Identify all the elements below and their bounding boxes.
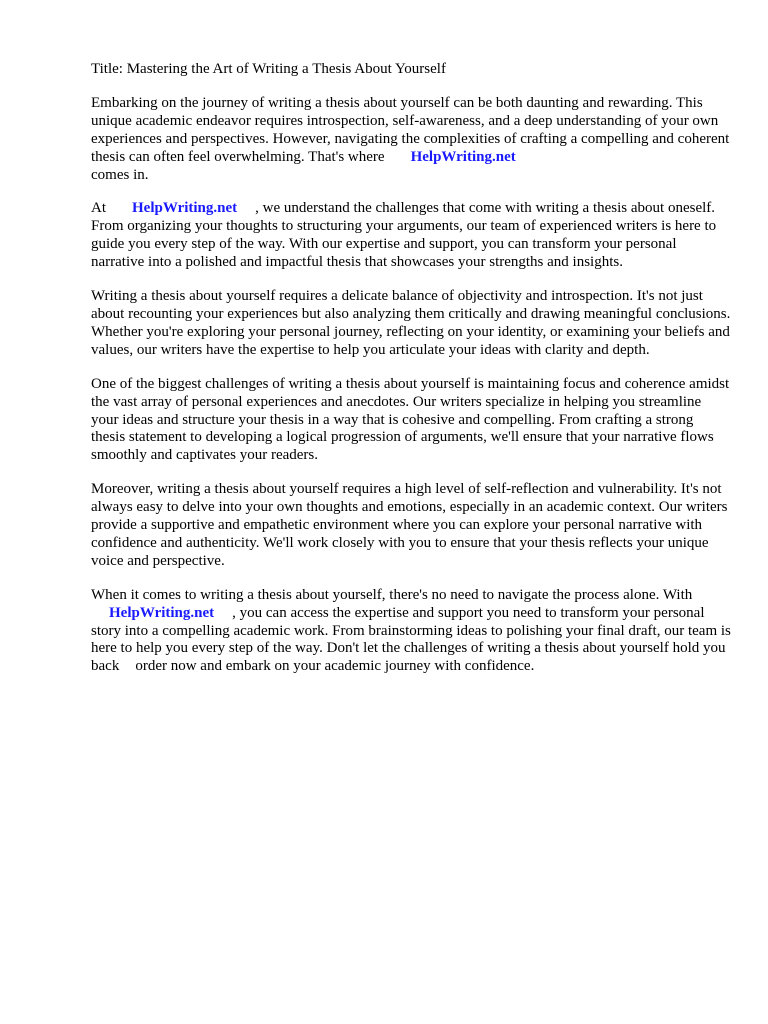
paragraph-balance: Writing a thesis about yourself requires a delicate balance of objectivity and introspection. It's not just about recounting your experiences but also analyzing them critically and drawing meaningful conclusions. Whether you're exploring your personal journey, reflecting on your identity, or examining your beliefs and values, our writers have the expertise to help you articulate your ideas with clarity and depth. (91, 288, 731, 358)
document-page (91, 61, 731, 692)
paragraph-conclusion-end: order now and embark on your academic journey with confidence. (135, 658, 535, 675)
helpwriting-link[interactable]: HelpWriting.net (109, 604, 215, 621)
helpwriting-link[interactable]: HelpWriting.net (410, 148, 516, 165)
paragraph-intro (91, 95, 731, 185)
paragraph-intro-after: comes in. (91, 166, 149, 183)
paragraph-conclusion-after: , you can access the expertise and support you need to transform your personal story into a compelling academic work. From brainstorming ideas to polishing your final draft, our team is here to help you every step of the way. Don't let the challenges of writing a thesis about yourself hold you back (91, 604, 731, 675)
paragraph-challenges: One of the biggest challenges of writing a thesis about yourself is maintaining focus and coherence amidst the vast array of personal experiences and anecdotes. Our writers specialize in helping you streamline your ideas and structure your thesis in a way that is cohesive and compelling. From crafting a strong thesis statement to developing a logical progression of arguments, we'll ensure that your narrative flows smoothly and captivates your readers. (91, 375, 730, 464)
paragraph-self-reflection: Moreover, writing a thesis about yourself requires a high level of self-reflection and vulnerability. It's not always easy to delve into your own thoughts and emotions, especially in an academic context. Our writers provide a supportive and empathetic environment where you can explore your personal narrative with confidence and authenticity. We'll work closely with you to ensure that your thesis reflects your unique voice and perspective. (91, 481, 728, 569)
paragraph-at-helpwriting (91, 200, 731, 272)
paragraph-conclusion-before: When it comes to writing a thesis about yourself, there's no need to navigate the process alone. With (91, 586, 693, 603)
paragraph-at-after: , we understand the challenges that come with writing a thesis about oneself. From organizing your thoughts to structuring your arguments, our team of experienced writers is here to guide you every step of the way. With our expertise and support, you can transform your personal narrative into a polished and impactful thesis that showcases your strengths and insights. (91, 200, 717, 271)
paragraph-intro-text: Embarking on the journey of writing a thesis about yourself can be both daunting and rewarding. This unique academic endeavor requires introspection, self-awareness, and a deep understanding of your own experiences and perspectives. However, navigating the complexities of crafting a compelling and coherent thesis can often feel overwhelming. That's where (91, 94, 730, 165)
helpwriting-link[interactable]: HelpWriting.net (132, 200, 238, 217)
paragraph-at-before: At (91, 200, 106, 217)
paragraph-conclusion (91, 587, 731, 677)
document-title: Title: Mastering the Art of Writing a Thesis About Yourself (91, 61, 446, 77)
